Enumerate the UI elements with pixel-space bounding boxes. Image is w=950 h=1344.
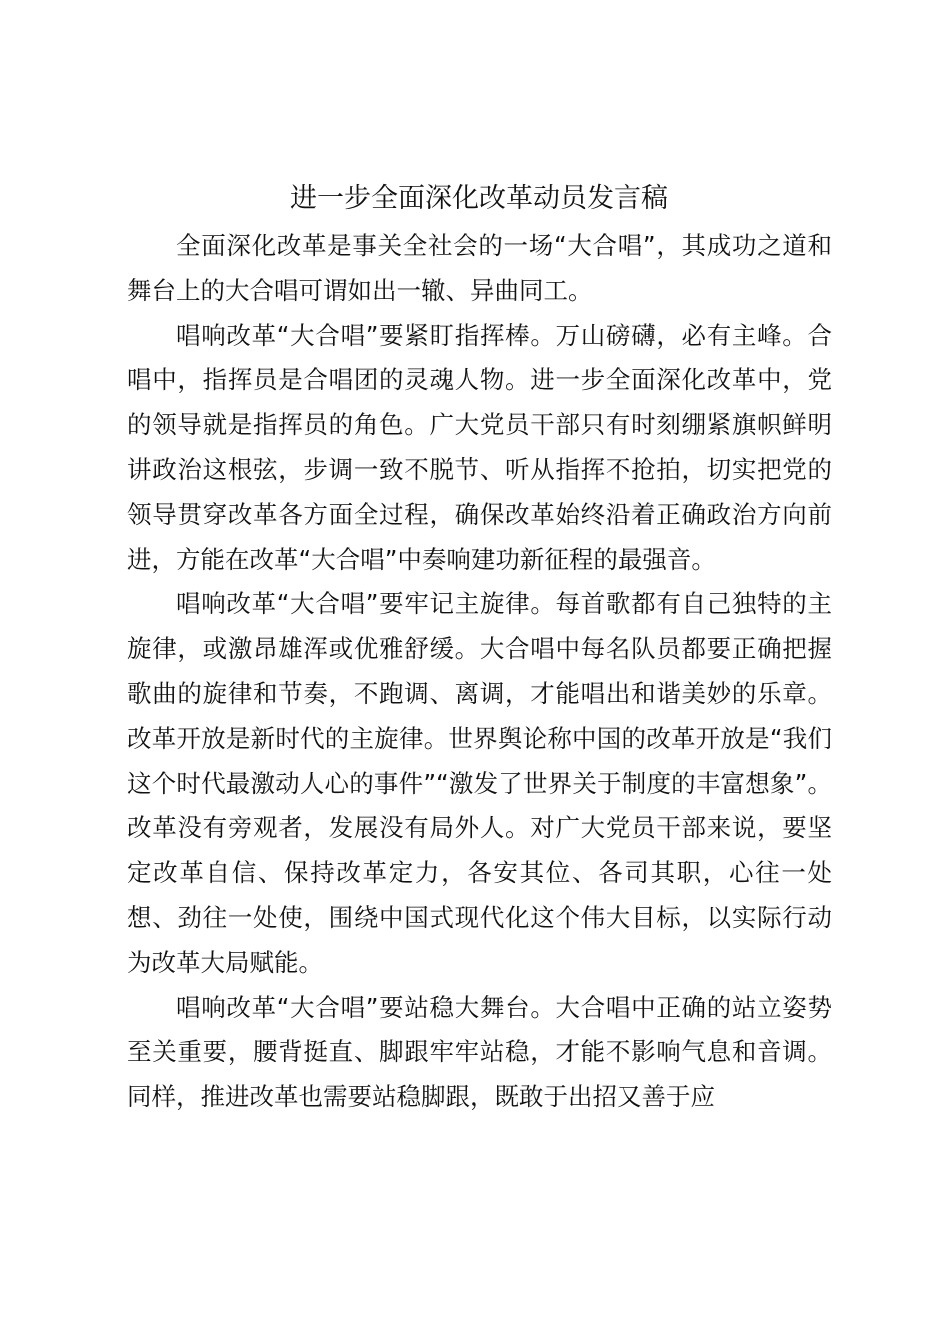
document-title: 进一步全面深化改革动员发言稿: [290, 183, 668, 214]
document-body: [127, 224, 832, 1120]
paragraph: 唱响改革“大合唱”要紧盯指挥棒。万山磅礴，必有主峰。合唱中，指挥员是合唱团的灵魂人物。进一步全面深化改革中，党的领导就是指挥员的角色。广大党员干部只有时刻绷紧旗帜鲜明讲政治这根弦，步调一致不脱节、听从指挥不抢拍，切实把党的领导贯穿改革各方面全过程，确保改革始终沿着正确政治方向前进，方能在改革“大合唱”中奏响建功新征程的最强音。: [127, 320, 832, 574]
paragraph: 全面深化改革是事关全社会的一场“大合唱”，其成功之道和舞台上的大合唱可谓如出一辙、异曲同工。: [127, 231, 832, 305]
paragraph: 唱响改革“大合唱”要站稳大舞台。大合唱中正确的站立姿势至关重要，腰背挺直、脚跟牢牢站稳，才能不影响气息和音调。同样，推进改革也需要站稳脚跟，既敢于出招又善于应: [127, 992, 832, 1112]
paragraph: 唱响改革“大合唱”要牢记主旋律。每首歌都有自己独特的主旋律，或激昂雄浑或优雅舒缓。大合唱中每名队员都要正确把握歌曲的旋律和节奏，不跑调、离调，才能唱出和谐美妙的乐章。改革开放是新时代的主旋律。世界舆论称中国的改革开放是“我们这个时代最激动人心的事件”“激发了世界关于制度的丰富想象”。改革没有旁观者，发展没有局外人。对广大党员干部来说，要坚定改革自信、保持改革定力，各安其位、各司其职，心往一处想、劲往一处使，围绕中国式现代化这个伟大目标，以实际行动为改革大局赋能。: [127, 589, 832, 977]
